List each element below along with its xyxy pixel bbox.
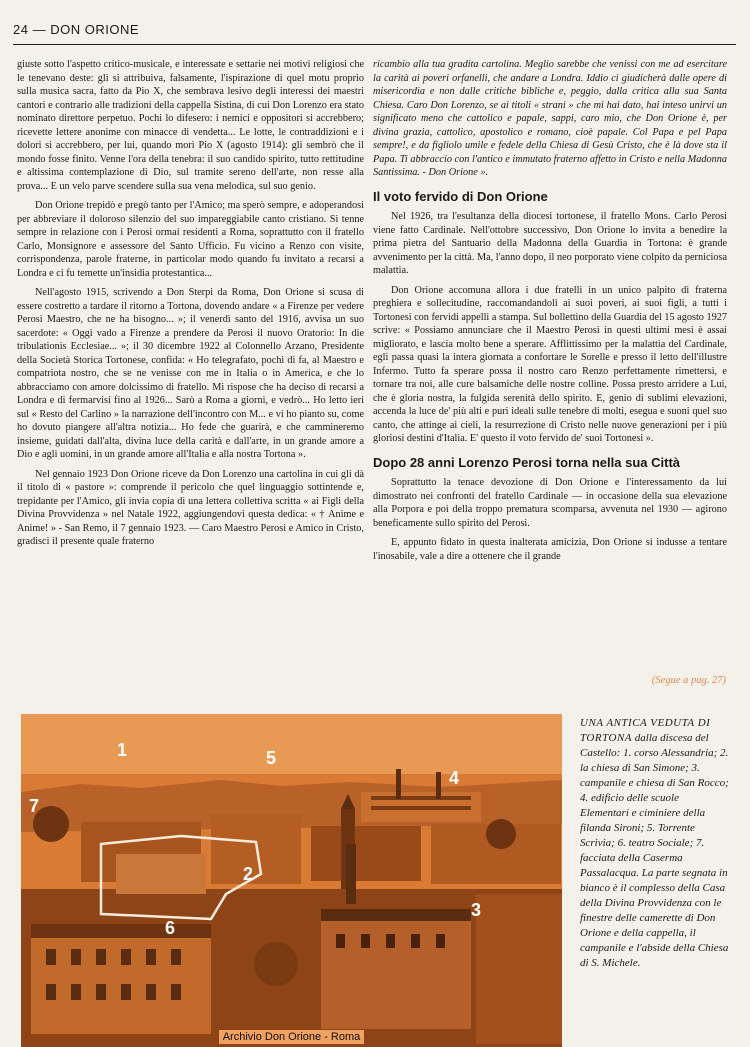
paragraph: Nel gennaio 1923 Don Orione riceve da Don Lorenzo una cartolina in cui gli dà il titolo di « pastore »: comprende il pericolo che quel linguaggio sottintende e, trepidante per l'Amico, gli invia copia di una lettera collettiva scritta « ai Figli della Divina Provvidenza » nel Natale 1922, aggiungendovi questa dedica: « † Anime e Anime! » - San Remo, il 7 gennaio 1923. — Caro Maestro Perosi e Amico in Cristo, gradisci il presente quale fraterno [17, 468, 364, 547]
marker-7: 7 [29, 796, 40, 816]
section-heading: Dopo 28 anni Lorenzo Perosi torna nella sua Città [373, 454, 680, 470]
marker-3: 3 [471, 900, 482, 920]
running-title: DON ORIONE [50, 22, 140, 37]
caption-text: dalla discesa del Castello: 1. corso Alessandria; 2. la chiesa di San Simone; 3. campanile e chiesa di San Rocco; 4. edificio delle scuole Elementari e ciminiere della filanda Sironi; 5. Torrente Scrivia; 6. teatro Sociale; 7. facciata della Caserma Passalacqua. La parte segnata in bianco è il complesso della Casa della Divina Provvidenza con le finestre delle camerette di Don Orione e della cappella, il campanile e l'abside della Chiesa di S. Michele. [580, 732, 729, 969]
paragraph: Don Orione trepidò e pregò tanto per l'Amico; ma sperò sempre, e adoperandosi per abbreviare il doloroso silenzio del suo impareggiabile canto cristiano. Si tenne sempre in relazione con i Perosi ormai residenti a Roma, soprattutto con il fratello Carlo, Monsignore e assessore del Santo Ufficio. Fu vicino a Renzo con visite, corrispondenza, parole fraterne, in particolar modo quando fu invitato a recarsi a Londra e ci fu temette un'insidia protestantica... [17, 200, 364, 279]
photo-scene [21, 714, 562, 1047]
left-column [17, 58, 364, 555]
paragraph: giuste sotto l'aspetto critico-musicale, e interessate e settarie nei motivi religiosi che le tenevano deste: gli si attribuiva, falsamente, l'ispirazione di quel motu proprio sulla musica sacra, fatto da Pio X, che sembrava lesivo degli interessi dei maestri cantori e contrario alle tradizioni della cappella Sistina, di cui Don Lorenzo era stato nominato direttore perpetuo. Pochi lo difesero: i nemici e oppositori si accrebbero; ricevette lettere anonime con minacce di vendetta... Le lotte, le contraddizioni e i dolori si accrebbero, per lui, quando morì Pio X (agosto 1914): gli sembrò che il mondo fosse finito. Venne l'ora della tenebra: il suo candido spirito, tutto rettitudine e altissima contemplazione di Dio, sul tramite sereno dell'arte, non resse alla prova... E un velo parve scendere sulla sua vena melodica, sul suo genio. [17, 59, 364, 192]
caption-lead: UNA ANTICA VEDUTA DI TORTONA [580, 717, 711, 744]
section-heading: Il voto fervido di Don Orione [373, 188, 548, 204]
continued-note: (Segue a pag. 27) [651, 675, 726, 686]
page-number: 24 [13, 22, 29, 37]
marker-6: 6 [165, 918, 176, 938]
paragraph: E, appunto fidato in questa inalterata amicizia, Don Orione si indusse a tentare l'inosabile, vale a dire a ottenere che il grande [373, 537, 727, 562]
paragraph: Don Orione accomuna allora i due fratelli in un unico palpito di fraterna preghiera e sollecitudine, raccomandandoli ai suoi poveri, ai suoi figli, a tutti i Tortonesi con fervidi appelli a stampa. Sul bollettino della Guardia del 15 agosto 1927 scrive: « Possiamo annunciare che il Maestro Perosi in questi ultimi mesi è assai migliorato, e lascia molto bene a sperare. Afflittissimo per la malattia del Cardinale, egli passa quasi la intera giornata a confortare le Sorelle e presso il letto dell'illustre Infermo. Tutto fa sperare possa il nostro caro Renzo perfettamente rimettersi, e tornare tra noi, alle cure balsamiche delle nostre colline. Possa presto arridere a Lui, che è gloria nostra, la fulgida serenità dello spirito. E, genio di sublimi elevazioni, accenda la luce de' più alti e puri ideali sulle tenebre di molti, esegua e suoni quel suo canto, che attinge ai cieli, la resurrezione di Cristo nelle nuove generazioni per i più gloriosi destini d'Italia. E' questo il voto fervido de' suoi Tortonesi ». [373, 284, 727, 444]
paragraph: Soprattutto la tenace devozione di Don Orione e l'interessamento da lui dimostrato nei confronti del fratello Cardinale — in occasione della sua elevazione alla Porpora e poi della troppo prematura scomparsa, avvenuta nel 1930 — agirono beneficamente sullo spirito del Perosi. [373, 477, 727, 529]
header-dash: — [32, 22, 47, 37]
right-column [373, 58, 727, 569]
marker-1: 1 [117, 740, 128, 760]
marker-4: 4 [449, 768, 460, 788]
paragraph: Nel 1926, tra l'esultanza della diocesi tortonese, il fratello Mons. Carlo Perosi viene fatto Cardinale. Nell'ottobre successivo, Don Orione lo invita a benedire la prima pietra del Santuario della Madonna della Guardia in Tortona: è grande avvenimento per la città. Ma, l'anno dopo, il neo porporato viene colpito da perniciosa malattia. [373, 211, 727, 276]
marker-2: 2 [243, 864, 254, 884]
page-header [13, 22, 736, 45]
marker-5: 5 [266, 748, 277, 768]
paragraph: ricambio alla tua gradita cartolina. Meglio sarebbe che venissi con me ad esercitare la carità ai poveri orfanelli, che andare a Londra. Iddio ci giudicherà dalle opere di misericordia e non dalle critiche bibliche e, peggio, dalla critica alla sua Santa Chiesa. Caro Don Lorenzo, se ai titoli « strani » che mi hai dato, hai inteso unirvi un significato meno che cattolico e papale, sappi, caro mio, che Don Orione è, per divina grazia, cattolico, apostolico e romano, cioè papale. Col Papa e pel Papa sempre!, e da figliolo umile e fedele della Chiesa di Gesù Cristo, che è là dove sta il Papa. Ti abbraccio con l'antico e immutato fraterno affetto in Cristo e nella Madonna Santissima. - Don Orione ». [373, 59, 727, 178]
historic-photo [21, 714, 562, 1047]
photo-credit: Archivio Don Orione - Roma [21, 1031, 562, 1043]
photo-caption [580, 716, 730, 971]
paragraph: Nell'agosto 1915, scrivendo a Don Sterpi da Roma, Don Orione si scusa di essere costretto a tardare il ritorno a Tortona, dovendo andare « a Firenze per vedere Perosi Maestro, che ne ha bisogno... »; il venerdì santo del 1916, avvisa un suo sacerdote: « Oggi vado a Firenze a prendere da Perosi il nuovo Oratorio: In die tribulationis Ecclesiae... »; il 30 dicembre 1922 al Colonnello Arzano, Presidente della Società Storica Tortonese, confida: « Ho telegrafato, pochi dì fa, al Maestro e compatriota nostro, che se ne venisse con me in Italia o in America, e che lo abbracciamo con amore dolcissimo di fratello. Mi rispose che ha deciso di recarsi a Londra e di fermarvisi fino al 1926... Sarò a Roma a giorni, e vedrò... Ho letto ieri sul « Resto del Carlino » la narrazione dell'incontro con M... e vi ho pianto su, come ho dovuto piangere all'altra notizia... Ho fede che guarirà, e che cammineremo insieme, guidati dall'alta, divina luce della carità e dall'arte, in un grande amore a Dio e agli uomini, in un grande amore all'Italia e alla nostra Tortona ». [17, 287, 364, 460]
